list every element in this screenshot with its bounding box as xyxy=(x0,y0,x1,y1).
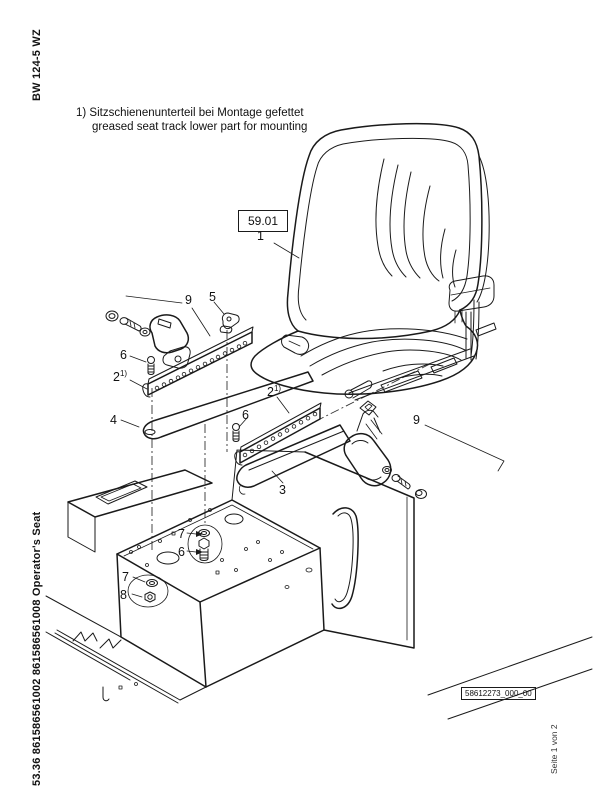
callout-nut: 8 xyxy=(120,588,127,603)
callout-washer-bottom: 7 xyxy=(122,570,129,585)
callout-bracket-right: 3 xyxy=(279,483,286,498)
detail-bubbles xyxy=(128,525,222,607)
callout-bracket-left: 4 xyxy=(110,413,117,428)
floor xyxy=(46,596,592,719)
callout-washer-top: 7 xyxy=(178,527,185,542)
callout-screw-left: 6 xyxy=(120,348,127,363)
callout-screw-right: 6 xyxy=(242,408,249,423)
callout-clip: 5 xyxy=(209,290,216,305)
callout-screw-platform: 6 xyxy=(178,545,185,560)
callout-belt-retractor-right: 9 xyxy=(413,413,420,428)
seat xyxy=(251,124,496,400)
page-indicator: Seite 1 von 2 xyxy=(549,724,559,774)
note-line-german: 1) Sitzschienenunterteil bei Montage gefettet xyxy=(76,107,304,119)
callout-rail-right: 2$^{1)}$ xyxy=(267,384,282,400)
callout-seat: 1 xyxy=(257,229,264,244)
note-line-english: greased seat track lower part for mounting xyxy=(92,120,308,133)
machine-model-label: BW 124-5 WZ xyxy=(31,29,43,101)
callout-belt-lock-left: 9 xyxy=(185,293,192,308)
section-title-label: 53.36 861586561002 861586561008 Operator's Seat xyxy=(31,511,43,786)
assembly-reference-box: 59.01 xyxy=(238,210,288,232)
callout-rail-left: 2$^{1)}$ xyxy=(113,369,128,385)
bracket-3 xyxy=(237,425,350,494)
drawing-number-box: 58612273_000_00 xyxy=(461,687,536,700)
rail-left-group xyxy=(143,327,253,397)
